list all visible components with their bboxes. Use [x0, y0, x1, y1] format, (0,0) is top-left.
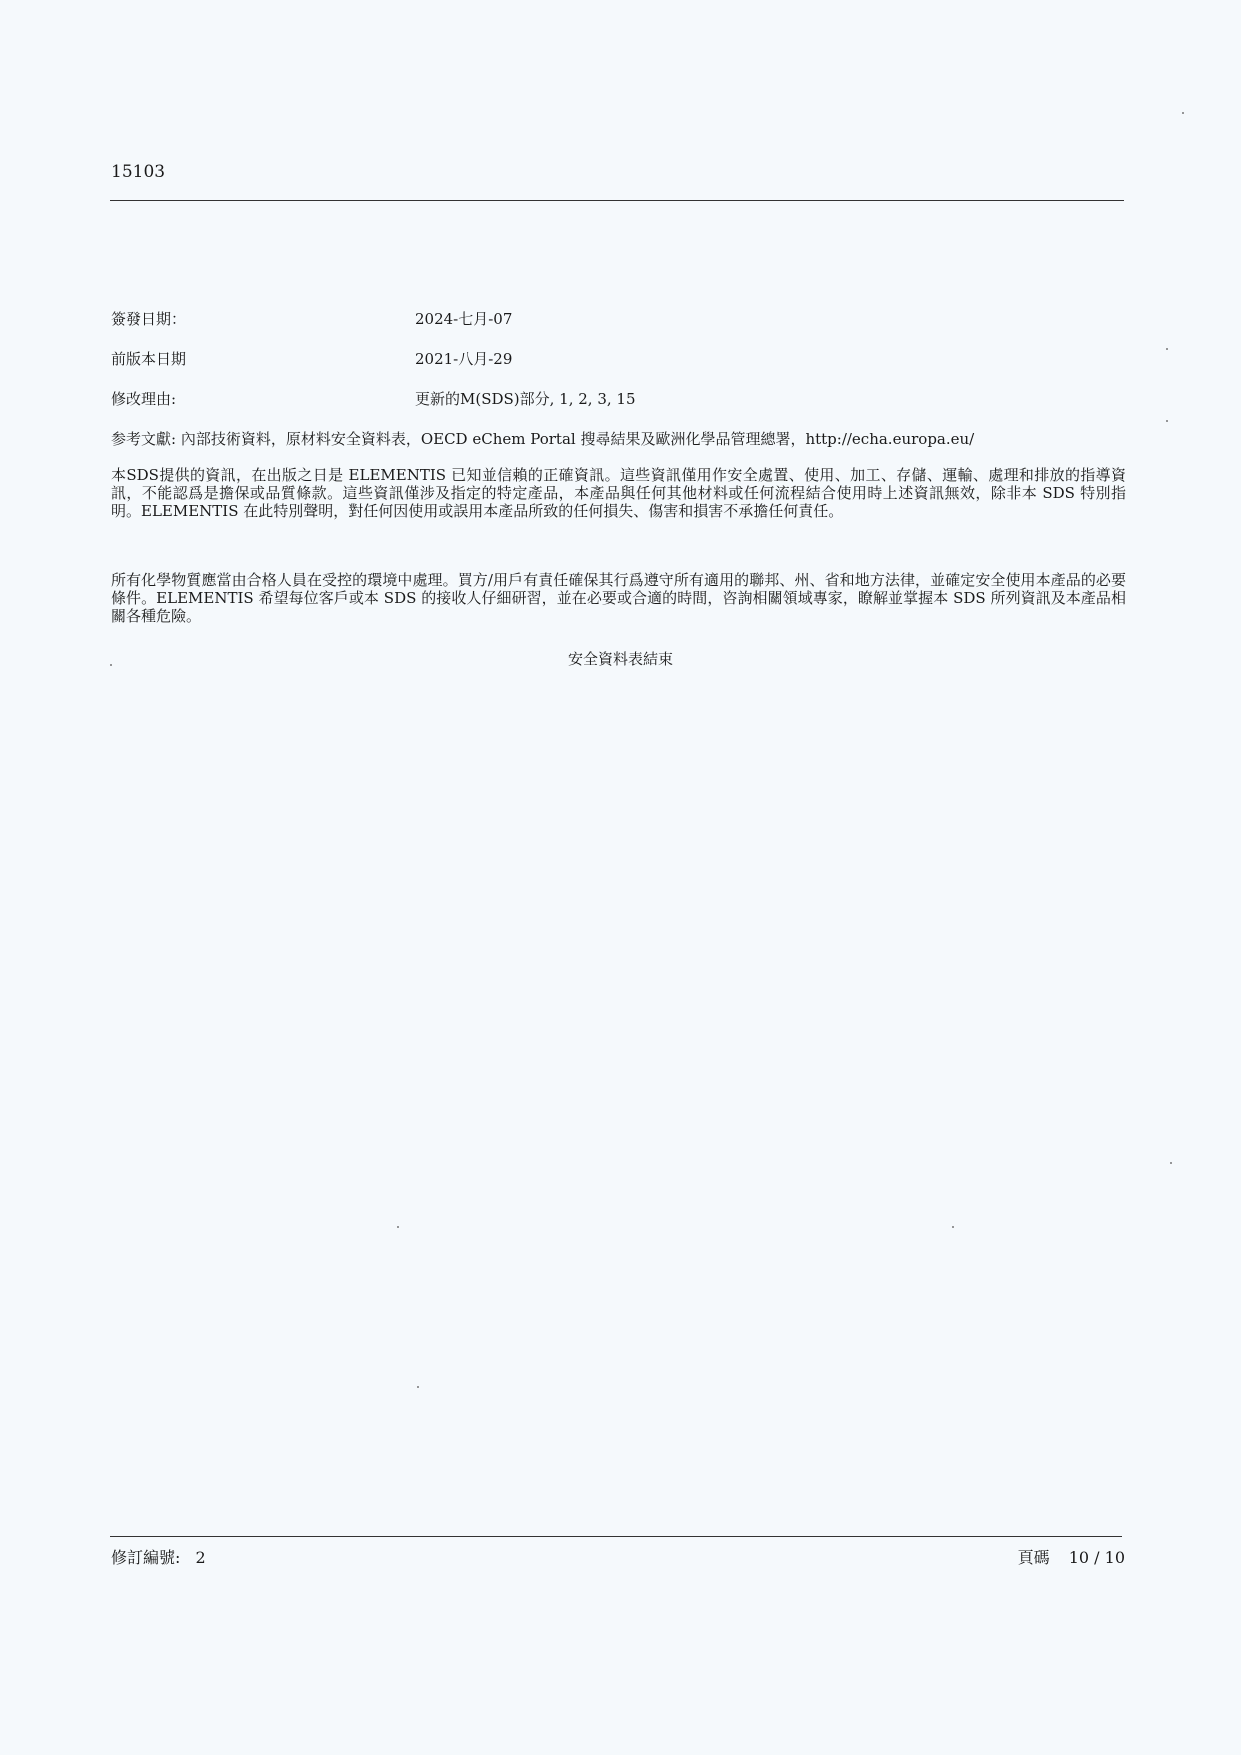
scan-speck [1170, 1162, 1172, 1164]
disclaimer-paragraph: 本SDS提供的資訊，在出版之日是 ELEMENTIS 已知並信賴的正確資訊。這些資訊僅用作安全處置、使用、加工、存儲、運輸、處理和排放的指導資訊，不能認爲是擔保或品質條款。這些資訊僅涉及指定的特定產品，本產品與任何其他材料或任何流程結合使用時上述資訊無效，除非本 SDS 特別指明。ELEMENTIS 在此特別聲明，對任何因使用或誤用本產品所致的任何損失、傷害和損害不承擔任何責任。 [111, 466, 1126, 520]
footer-divider [110, 1536, 1122, 1537]
scan-speck [1166, 420, 1168, 422]
scan-speck [952, 1226, 954, 1228]
end-of-sds-notice: 安全資料表結束 [567, 650, 673, 668]
scan-speck [110, 664, 112, 666]
revision-number [111, 1545, 206, 1568]
previous-version-label: 前版本日期 [111, 350, 187, 368]
scan-speck [1166, 348, 1168, 350]
header-divider [110, 200, 1124, 201]
scan-speck [1182, 112, 1184, 114]
references-line: 参考文獻: 內部技術資料，原材料安全資料表，OECD eChem Portal 搜尋結果及歐洲化學品管理總署，http://echa.europa.eu/ [111, 430, 975, 448]
handling-paragraph: 所有化學物質應當由合格人員在受控的環境中處理。買方/用戶有責任確保其行爲遵守所有適用的聯邦、州、省和地方法律，並確定安全使用本產品的必要條件。ELEMENTIS 希望每位客戶或本 SDS 的接收人仔細研習，並在必要或合適的時間，咨詢相關領域專家，瞭解並掌握本 SDS 所列資訊及本產品相關各種危險。 [111, 571, 1126, 625]
page-number-label: 頁碼 [1017, 1548, 1050, 1567]
previous-version-value: 2021-八月-29 [415, 350, 513, 368]
revision-reason-value: 更新的M(SDS)部分, 1, 2, 3, 15 [415, 390, 636, 408]
page-number [1018, 1545, 1125, 1568]
scan-speck [397, 1226, 399, 1228]
issue-date-value: 2024-七月-07 [415, 310, 513, 328]
issue-date-label: 簽發日期： [111, 310, 187, 328]
page-number-value: 10 / 10 [1068, 1548, 1125, 1567]
scan-speck [417, 1386, 419, 1388]
revision-reason-label: 修改理由: [111, 390, 177, 408]
document-number: 15103 [111, 162, 166, 182]
revision-number-value: 2 [195, 1548, 206, 1567]
revision-number-label: 修訂編號: [111, 1548, 181, 1567]
